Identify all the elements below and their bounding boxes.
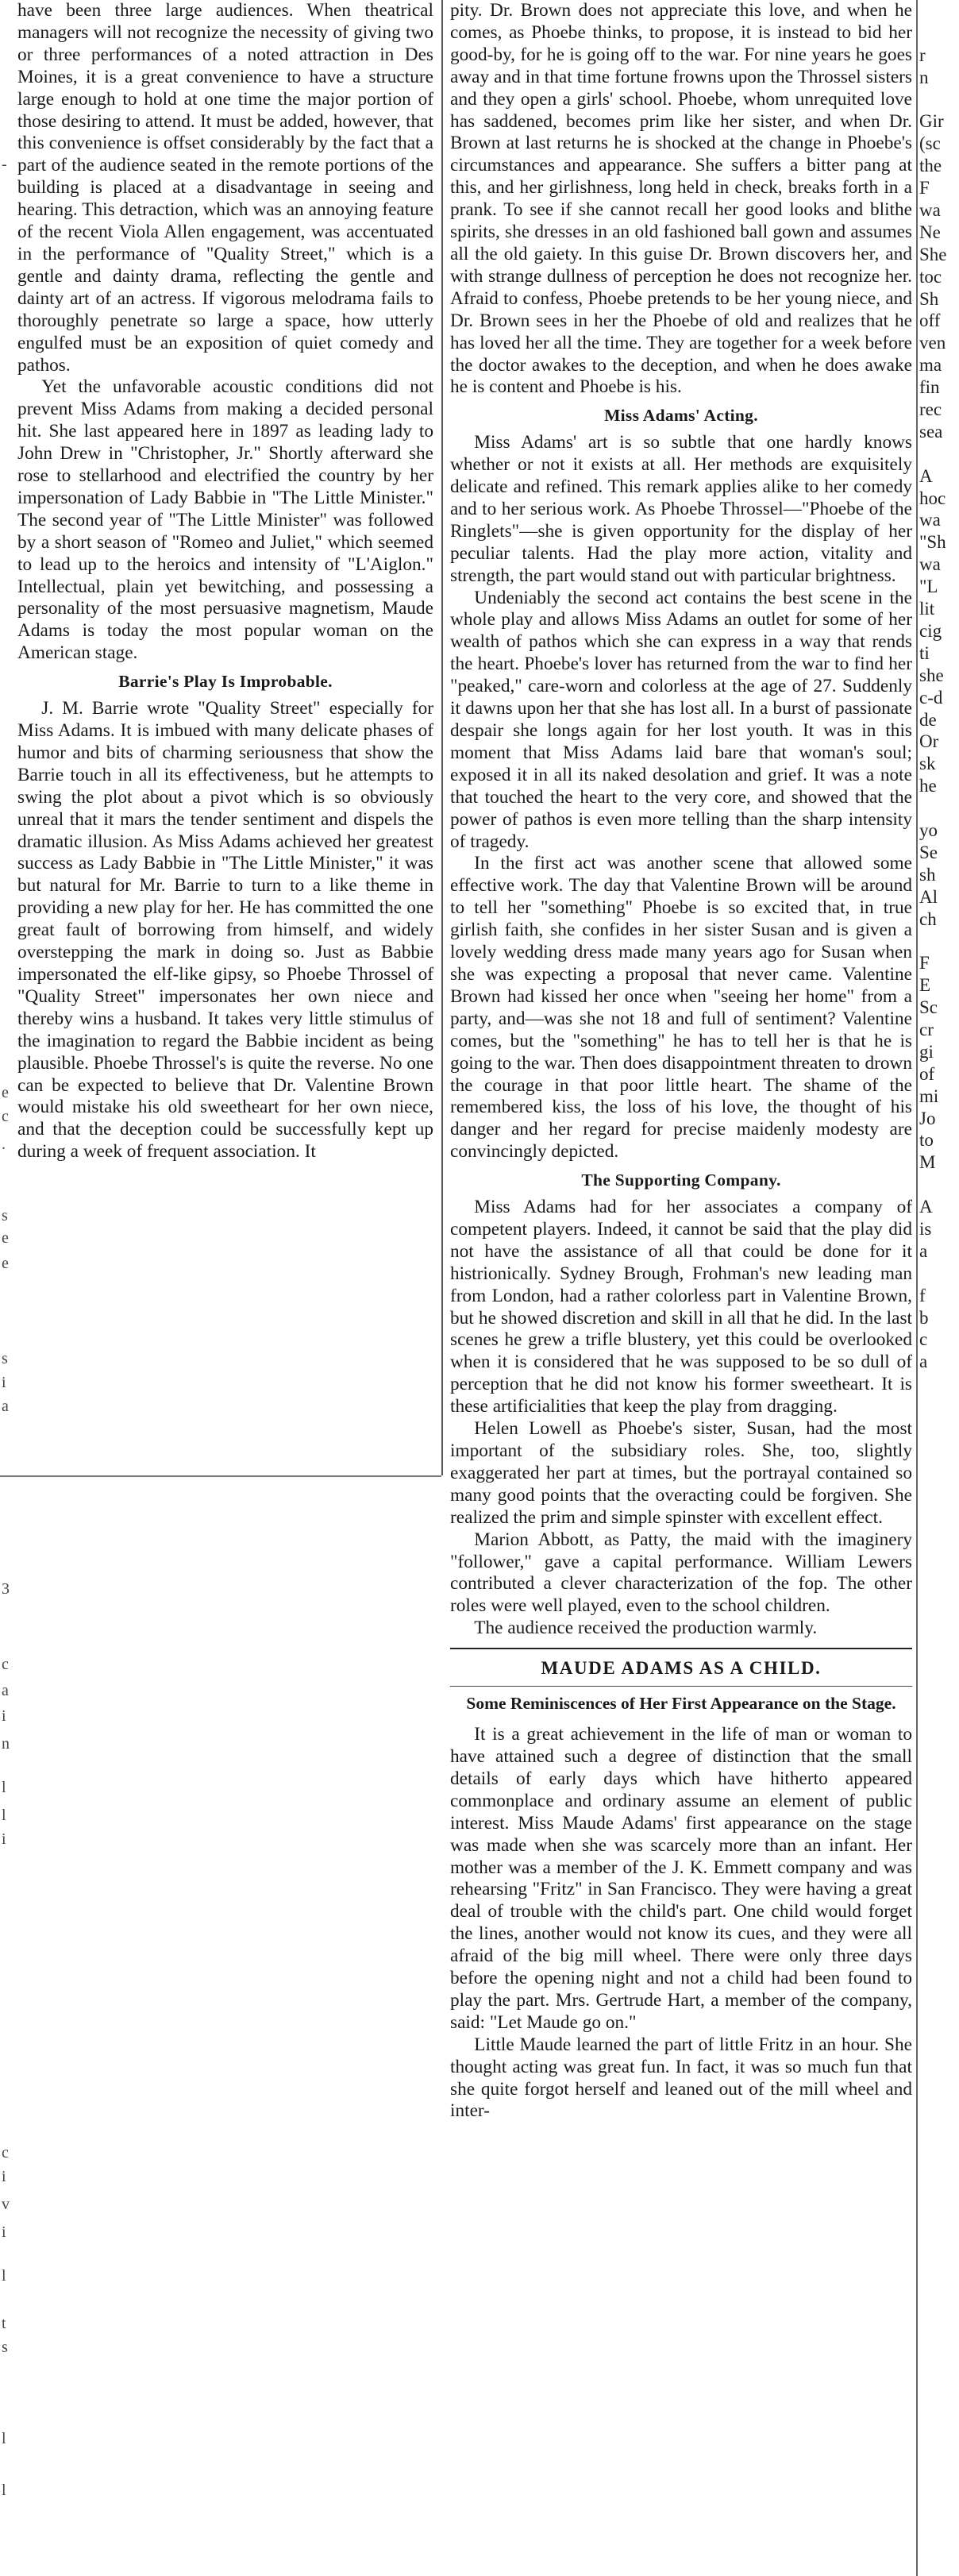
right-fragment-line [919,797,959,819]
right-fragment-line [919,443,959,465]
right-fragment-line: wa [919,554,941,575]
right-fragment-line: sh [919,864,936,885]
right-fragment-line: f [919,1285,926,1305]
right-fragment-line: to [919,1130,934,1151]
right-fragment-line: wa [919,510,941,530]
right-fragment-line: sea [919,421,943,442]
column-rule-left [441,0,443,1475]
right-fragment-line: A [919,1197,933,1217]
right-fragment-line: wa [919,200,941,221]
right-fragment-line: Or [919,731,939,752]
left-paragraph-3: J. M. Barrie wrote "Quality Street" especially for Miss Adams. It is imbued with many delicate phases of humor and bits of charming seriousness that show the Barrie touch in all its effectiveness, but he attempts to swing the plot about a pivot which is so obviously unreal that it mars the tender sentiment and dispels the dramatic illusion. As Miss Adams achieved her greatest success as Lady Babbie in "The Little Minister," it was but natural for Mr. Barrie to turn to a like theme in providing a new play for her. He has committed the one great fault of borrowing from himself, and widely overstepping the mark in doing so. Just as Babbie impersonated the elf-like gipsy, so Phoebe Throssel of "Quality Street" impersonates her own niece and thereby wins a husband. It takes very little stimulus of the imagination to regard the Babbie incident as being plausible. Phoebe Throssel's is quite the reverse. No one can be expected to believe that Dr. Valentine Brown would mistake his old sweetheart for her own niece, and that the deception could be successfully kept up during a week of frequent association. It [17,698,433,1163]
left-paragraph-2: Yet the unfavorable acoustic conditions did not prevent Miss Adams from making a decided personal hit. She last appeared here in 1897 as leading lady to John Drew in "Christopher, Jr." Shortly afterward she rose to stellarhood and electrified the country by her impersonation of Lady Babbie in "The Little Minister." The second year of "The Little Minister" was followed by a short season of "Romeo and Juliet," which seemed to lead up to the heroics and intensity of "L'Aiglon." Intellectual, plain yet bewitching, and possessing a personality of the most persuasive magnetism, Maude Adams is today the most popular woman on the American stage. [17,376,433,664]
mid-paragraph-10: Little Maude learned the part of little Fritz in an hour. She thought acting was great fun. In fact, it was so much fun that she quite forgot herself and leaned out of the mill wheel and inter- [450,2034,912,2122]
right-fragment-line: lit [919,599,935,619]
right-fragment-line: n [919,67,929,87]
right-fragment-line: "Sh [919,532,946,553]
mid-paragraph-1: pity. Dr. Brown does not appreciate this love, and when he comes, as Phoebe thinks, to propose, it is instead to bid her good-by, for he is going off to the war. For nine years he goes away and in that time fortune frowns upon the Throssel sisters and they open a girls' school. Phoebe, whom unrequited love has saddened, becomes prim like her sister, and when Dr. Brown at last returns he is shocked at the change in Phoebe's circumstances and appearance. She suffers a bitter pang at this, and her girlishness, long held in check, breaks forth in a prank. To see if she cannot recall her good looks and blithe spirits, she dresses in an old fashioned ball gown and assumes all the old gaiety. In this guise Dr. Brown discovers her, and with strange dullness of perception he does not recognize her. Afraid to confess, Phoebe pretends to be her young niece, and Dr. Brown sees in her the Phoebe of old and realizes that he has loved her all the time. They are together for a week before the doctor awakes to the deception, and when he does awake he is content and Phoebe is his. [450,0,912,398]
right-fragment-line: Jo [919,1108,936,1128]
subhead-miss-adams-acting: Miss Adams' Acting. [604,406,758,426]
right-fragment-line: a [919,1352,928,1372]
right-fragment-line: a [919,1240,928,1261]
right-fragment-line [919,22,959,44]
right-fragment-line: hoc [919,488,946,508]
right-fragment-line: M [919,1152,936,1173]
mid-paragraph-4: In the first act was another scene that allowed some effective work. The day that Valentine Brown will be around to tell her "something" Phoebe is so excited that, in true girlish faith, she confides in her sister Susan and is given a lovely wedding dress made many years ago for Susan when she was expecting a proposal that never came. Valentine Brown had kissed her once when "seeing her home" from a party, and—was she not 18 and full of sentiment? Valentine comes, but the "something" he has to tell her is that he is going to the war. Then does disappointment threaten to drown the courage in that poor little heart. The shame of the remembered kiss, the loss of his love, the thought of his danger and her regard for precise maidenly modesty are convincingly depicted. [450,853,912,1163]
right-fragment-line: de [919,709,937,730]
right-fragment-line: gi [919,1041,934,1062]
right-fragment-line: E [919,975,931,996]
right-fragment-line: fin [919,377,940,398]
mid-paragraph-9: It is a great achievement in the life of man or woman to have attained such a degree of distinction that the small details of early days which have hitherto appeared commonplace and ordinary assume an element of public interest. Miss Maude Adams' first appearance on the stage was made when she was scarcely more than an infant. Her mother was a member of the J. K. Emmett company and was rehearsing "Fritz" in San Francisco. They were having a great deal of trouble with the child's part. One child would forget the lines, another would not know its cues, and they were all afraid of the big mill wheel. There were only three days before the opening night and not a child had been found to play the part. Mrs. Gertrude Hart, a member of the company, said: "Let Maude go on." [450,1724,912,2033]
right-fragment-line: Gir [919,111,944,132]
right-fragment-line: F [919,178,930,199]
mid-paragraph-5: Miss Adams had for her associates a company of competent players. Indeed, it cannot be said that the play did not have the assistance of all that could be done for it histrionically. Sydney Brough, Frohman's new leading man from London, had a rather colorless part in Valentine Brown, but he showed discretion and skill in all that he did. In the last scenes he grew a trifle blustery, yet this could be overlooked when it is considered that he was supposed to be so dull of perception that he did not know his former sweetheart. It is these artificialities that keep the play from dragging. [450,1197,912,1417]
right-fragment-line: ven [919,333,946,353]
left-column [17,0,437,1469]
right-fragment-line: ma [919,355,942,376]
article-deck: Some Reminiscences of Her First Appearance on the Stage. [450,1686,912,1714]
column-rule-right [916,0,918,2576]
mid-paragraph-3: Undeniably the second act contains the best scene in the whole play and allows Miss Adams an outlet for some of her wealth of pathos which she can express in a way that rends the heart. Phoebe's lover has returned from the war to find her "peaked," care-worn and colorless at the age of 27. Suddenly it dawns upon her that she has lost all. In a burst of passionate despair she longs again for her lost youth. It was in this moment that Miss Adams laid bare that woman's soul; exposed it in all its naked desolation and grief. It was a note that touched the heart to the very core, and showed that the power of pathos is even more telling than the sharp intensity of tragedy. [450,587,912,852]
right-fragment-line: cig [919,620,942,641]
right-fragment-line: r [919,44,926,65]
column-end-rule [0,1475,441,1477]
middle-column [450,0,912,2576]
right-fragment-line: ti [919,642,930,663]
right-fragment-line: rec [919,399,942,420]
right-fragment-line: Al [919,886,938,907]
right-fragment-line: is [919,1218,932,1239]
right-fragment-line: Sh [919,288,939,309]
right-fragment-line: Ne [919,222,941,242]
mid-paragraph-7: Marion Abbott, as Patty, the maid with the imaginery "follower," gave a capital performance. William Lewers contributed a clever characterization of the fop. The other roles were well played, even to the school children. [450,1529,912,1617]
right-fragment-line: b [919,1307,929,1328]
right-fragment-line [919,0,959,22]
right-fragment-line: he [919,776,937,796]
right-fragment-line [919,89,959,111]
right-fragment-line: c-d [919,687,943,708]
left-margin-fragments: - e c . s e e s i a 3 c a i n l l i c i v i l t s l l [2,156,10,2499]
right-fragment-line: the [919,156,942,176]
right-fragment-line: Se [919,842,938,862]
subhead-supporting-company: The Supporting Company. [581,1170,781,1190]
left-paragraph-1: have been three large audiences. When theatrical managers will not recognize the necessity of giving two or three performances of a noted attraction in Des Moines, it is a great convenience to have a structure large enough to hold at one time the major portion of those desiring to attend. It must be added, however, that this convenience is offset considerably by the fact that a part of the audience seated in the remote portions of the building is placed at a disadvantage in seeing and hearing. This detraction, which was an annoying feature of the recent Viola Allen engagement, was accentuated in the performance of "Quality Street," which is a gentle and dainty drama, reflecting the gentle and dainty art of an actress. If vigorous melodrama fails to thoroughly penetrate so large a space, how utterly engulfed must be an exposition of quiet comedy and pathos. [17,0,433,376]
right-fragment-line: toc [919,266,942,287]
right-fragment-line: c [919,1329,928,1350]
right-column-fragments [919,0,959,2576]
right-fragment-line: cr [919,1019,934,1039]
mid-paragraph-6: Helen Lowell as Phoebe's sister, Susan, had the most important of the subsidiary roles. She, too, slightly exaggerated her part at times, but the portrayal contained so many good points that the overacting could be forgiven. She realized the prim and simple spinster with excellent effect. [450,1418,912,1528]
right-fragment-line: off [919,310,941,331]
right-fragment-line: "L [919,577,938,597]
right-fragment-line: F [919,953,930,974]
mid-paragraph-8: The audience received the production warmly. [474,1618,818,1639]
mid-paragraph-2: Miss Adams' art is so subtle that one hardly knows whether or not it exists at all. Her methods are exquisitely delicate and refined. This remark applies alike to her comedy and to her serious work. As Phoebe Throssel—"Phoebe of the Ringlets"—she is given opportunity for the display of her peculiar talents. Had the play more action, vitality and strength, the part would stand out with particular brightness. [450,432,912,586]
right-fragment-line [919,1174,959,1196]
right-fragment-line: mi [919,1086,939,1106]
right-fragment-line: of [919,1063,935,1084]
right-fragment-line: (sc [919,133,941,154]
right-fragment-line: sk [919,754,936,774]
right-fragment-line: A [919,465,933,486]
article-headline: MAUDE ADAMS AS A CHILD. [450,1648,912,1679]
right-fragment-line [919,930,959,952]
right-fragment-line: She [919,244,947,264]
right-fragment-line: ch [919,908,937,929]
subhead-barrie-play: Barrie's Play Is Improbable. [118,672,333,692]
right-fragment-line: she [919,665,944,685]
right-fragment-line: yo [919,819,938,840]
right-fragment-line: Sc [919,997,938,1018]
right-fragment-line [919,1263,959,1285]
